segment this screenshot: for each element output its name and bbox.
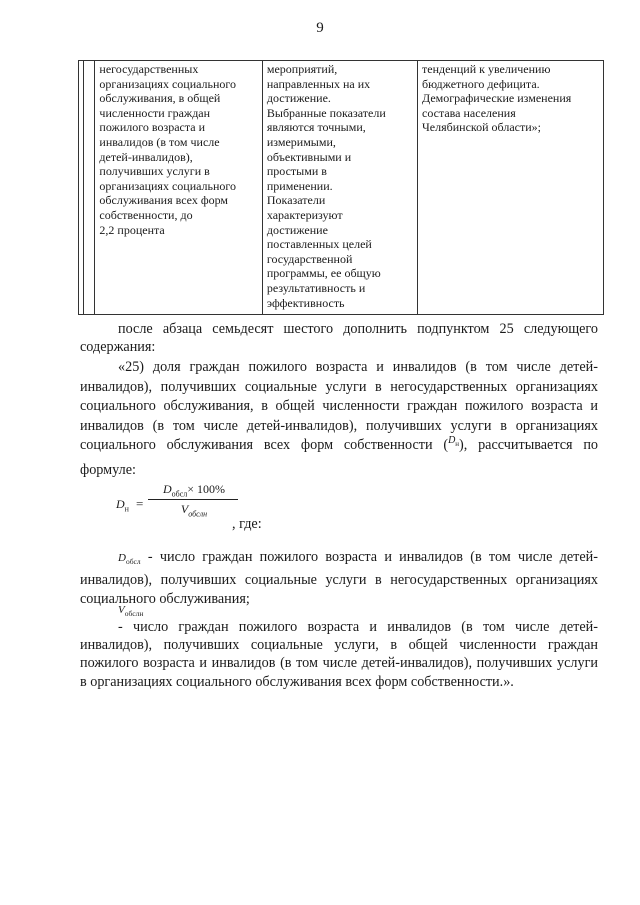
- definition-part2: ), рассчитывается по формуле:: [80, 437, 599, 478]
- formula-equals: =: [136, 496, 144, 511]
- table-cell-indicator: [95, 61, 262, 315]
- formula-numerator: [150, 482, 238, 498]
- formula-lhs-letter: D: [116, 497, 125, 511]
- risks-text: тенденций к увеличению бюджетного дефицита. Демографические изменения состава населения Челябинской области»;: [422, 62, 572, 135]
- var2-text: - число граждан пожилого возраста и инвалидов (в том числе детей-инвалидов), получивших социальные услуги, в общей численности граждан пожилого возраста и инвалидов (в том числе детей-инвалидов), получивших услуги в организациях социального обслуживания всех форм собственности.».: [80, 619, 598, 690]
- table-cell-risks: [418, 61, 604, 315]
- table-cell-justification: [262, 61, 417, 315]
- var1-subscript: обсл: [125, 557, 141, 567]
- table-row: [79, 61, 604, 315]
- dn-letter: D: [448, 435, 456, 447]
- table-cell-2: [84, 61, 95, 315]
- continuation-table: [78, 60, 604, 315]
- numerator-letter: D: [162, 482, 172, 496]
- var2-letter: V: [118, 604, 125, 616]
- dn-subscript: н: [455, 440, 460, 449]
- formula-lhs: [116, 497, 129, 513]
- formula-denominator: [150, 502, 238, 518]
- var1-letter: D: [118, 552, 126, 564]
- page-number: 9: [316, 20, 324, 36]
- amendment-intro: после абзаца семьдесят шестого дополнить подпунктом 25 следующего содержания:: [80, 321, 598, 356]
- fraction-bar: [148, 499, 238, 500]
- dn-symbol-inline: [448, 435, 460, 449]
- numerator-suffix: × 100%: [187, 482, 226, 496]
- formula-where: , где:: [232, 516, 262, 532]
- justification-text: мероприятий, направленных на их достижение. Выбранные показатели являются точными, измеримыми, объективными и простыми в применении. Показатели характеризуют достижение поставленных целей государственной программы, ее общую результативность и эффективность: [266, 62, 386, 310]
- definition-part1: «25) доля граждан пожилого возраста и инвалидов (в том числе детей-инвалидов), получивших социальные услуги в негосударственных организациях социального обслуживания, в общей численности граждан пожилого возраста и инвалидов (в том числе детей-инвалидов), получивших услуги в организациях социального обслуживания всех форм собственности (: [80, 359, 598, 454]
- numerator-subscript: обсл: [171, 489, 188, 499]
- denominator-subscript: обслн: [188, 509, 208, 519]
- formula: [116, 482, 316, 532]
- var1-text: - число граждан пожилого возраста и инвалидов (в том числе детей-инвалидов), получивших социальные услуги в негосударственных организациях социального обслуживания;: [80, 549, 598, 607]
- var2-symbol: [118, 604, 143, 618]
- var1-symbol: [118, 552, 141, 567]
- formula-lhs-subscript: н: [124, 504, 129, 514]
- denominator-letter: V: [180, 502, 189, 516]
- var2-subscript: обслн: [124, 609, 144, 619]
- definition-paragraph: [80, 358, 598, 481]
- indicator-text: негосударственных организациях социального обслуживания, в общей численности граждан пожилого возраста и инвалидов (в том числе детей-инвалидов), получивших услуги в организациях социального обслуживания всех форм собственности, до 2,2 процента: [99, 62, 237, 237]
- variable-1-definition: [80, 548, 598, 608]
